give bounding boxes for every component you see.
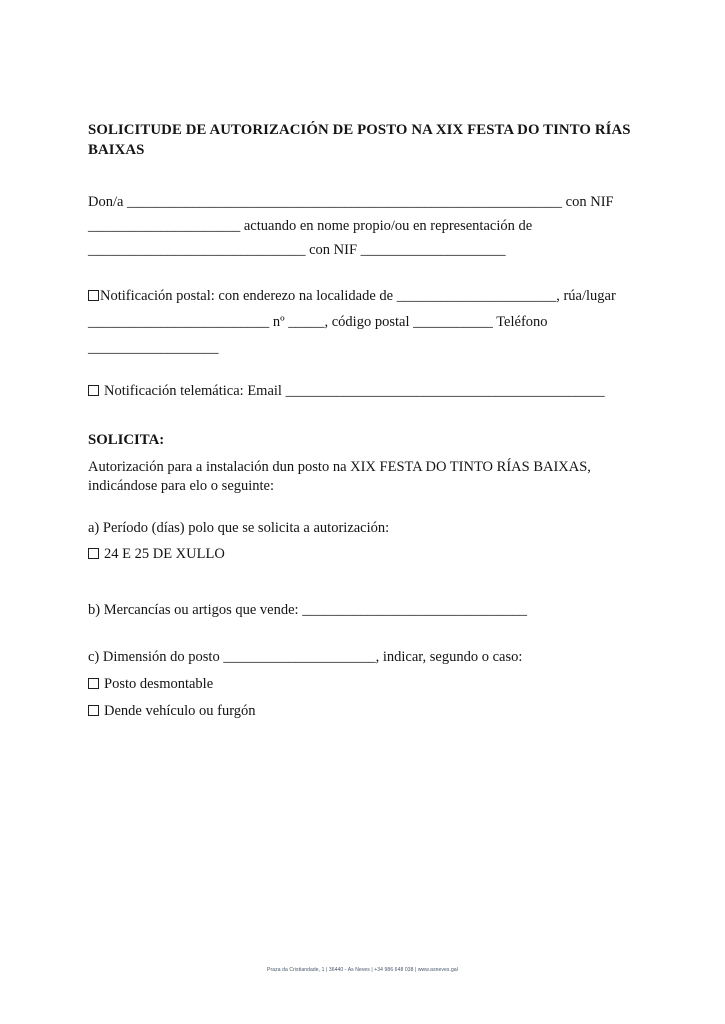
item-b-label: b) Mercancías ou artigos que vende: _______________________________	[88, 602, 527, 618]
applicant-section	[88, 190, 637, 262]
dates-option-label: 24 E 25 DE XULLO	[104, 546, 225, 562]
item-c-option1-row	[88, 675, 637, 694]
page-footer-address: Praza da Cristiandade, 1 | 36440 - As Neves | +34 986 648 038 | www.asneves.gal	[267, 967, 458, 973]
postal-notification-checkbox-icon[interactable]	[88, 290, 99, 301]
dates-option-checkbox-icon[interactable]	[88, 548, 99, 559]
postal-address-line: _________________________ nº _____, código postal ___________ Teléfono	[88, 314, 548, 330]
posto-desmontable-label: Posto desmontable	[104, 676, 214, 692]
telematic-notification-checkbox-icon[interactable]	[88, 385, 99, 396]
posto-desmontable-checkbox-icon[interactable]	[88, 678, 99, 689]
applicant-representation-line: ______________________________ con NIF ____________________	[88, 242, 506, 258]
item-c-label: c) Dimensión do posto _____________________, indicar, segundo o caso:	[88, 649, 523, 665]
postal-notification-label: Notificación postal: con enderezo na localidade de ______________________, rúa/lugar	[100, 288, 616, 304]
telematic-notification-label: Notificación telemática: Email ____________________________________________	[104, 383, 605, 399]
applicant-name-line: Don/a ____________________________________________________________ con NIF	[88, 194, 614, 210]
applicant-nif-line: _____________________ actuando en nome propio/ou en representación de	[88, 218, 533, 234]
vehiculo-furgon-checkbox-icon[interactable]	[88, 705, 99, 716]
solicita-heading: SOLICITA:	[88, 432, 165, 448]
telematic-notification-row	[88, 381, 637, 401]
solicita-body: Autorización para a instalación dun posto na XIX FESTA DO TINTO RÍAS BAIXAS, indicándose para elo o seguinte:	[88, 459, 591, 494]
item-c-option2-row	[88, 702, 637, 721]
item-a-option-row	[88, 545, 637, 564]
document-title: SOLICITUDE DE AUTORIZACIÓN DE POSTO NA XIX FESTA DO TINTO RÍAS BAIXAS	[88, 122, 631, 158]
vehiculo-furgon-label: Dende vehículo ou furgón	[104, 703, 256, 719]
postal-notification-section	[88, 283, 637, 361]
item-a-label: a) Período (días) polo que se solicita a autorización:	[88, 520, 390, 536]
postal-notification-row	[88, 283, 637, 309]
postal-phone-blank-line: __________________	[88, 340, 219, 356]
